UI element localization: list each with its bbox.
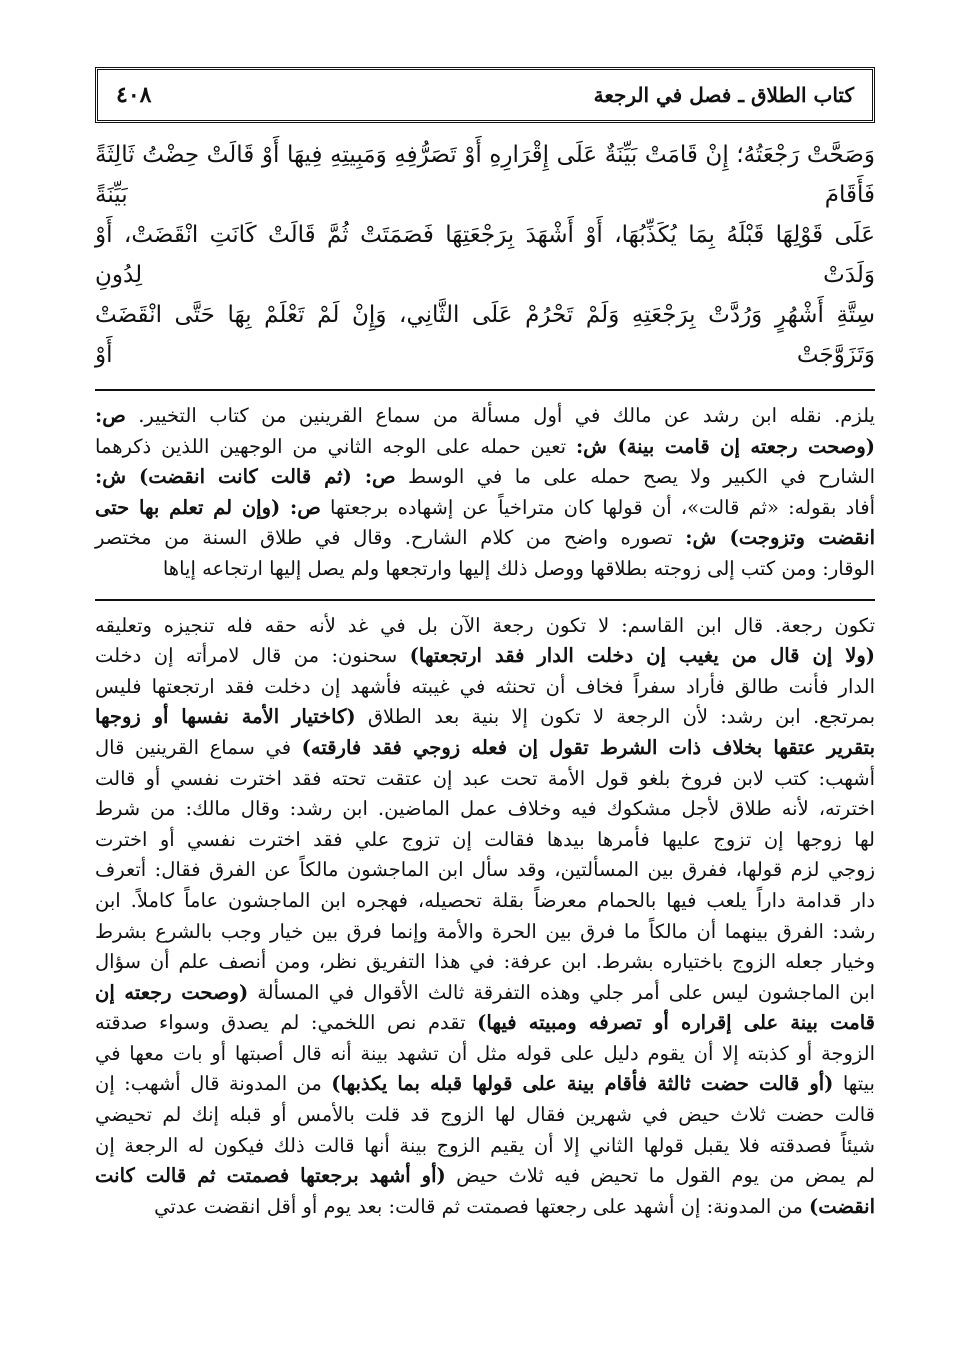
text-line — [95, 733, 875, 764]
text-line — [95, 917, 875, 948]
bold-quote: بتقرير عتقها بخلاف ذات الشرط تقول إن فعله زوجي فقد فارقته) — [301, 735, 875, 759]
text-line — [95, 1161, 875, 1192]
text-line — [95, 401, 875, 432]
text-line — [95, 432, 875, 463]
text-line — [95, 1069, 875, 1100]
text-line — [95, 1100, 875, 1131]
main-text-line: وَصَحَّتْ رَجْعَتُهُ؛ إِنْ قَامَتْ بَيِّنَةٌ عَلَى إِقْرَارِهِ أَوْ تَصَرُّفِهِ وَمَبِيتِهِ فِيهَا أَوْ قَالَتْ حِضْتُ ثَالِثَةً فَأَقَامَ بَيِّنَةً — [95, 142, 875, 208]
text-run: الزوجة أو كذبته إلا أن يقوم دليل على قوله مثل أن تشهد بينة أنه قال أصبتها أو بات معها في — [95, 1041, 875, 1065]
text-run: تعين حمله على الوجه الثاني من الوجهين اللذين ذكرهما — [95, 434, 576, 458]
commentary-lower — [95, 611, 875, 1223]
text-line — [95, 462, 875, 493]
text-line — [95, 554, 875, 585]
text-line — [95, 947, 875, 978]
bold-quote: (أو قالت حضت ثالثة فأقام بينة على قولها قبله بما يكذبها) — [331, 1072, 834, 1096]
text-line — [95, 978, 875, 1009]
text-run: بمرتجع. ابن رشد: لأن الرجعة لا تكون إلا بنية بعد الطلاق — [355, 705, 875, 729]
text-line — [95, 611, 875, 642]
bold-quote: (وصحت رجعته إن — [95, 980, 249, 1004]
text-line — [95, 493, 875, 524]
text-line — [95, 641, 875, 672]
text-run: تكون رجعة. قال ابن القاسم: لا تكون رجعة الآن بل في غد لأنه حقه فله تنجيزه وتعليقه — [95, 613, 875, 637]
commentary-upper — [95, 401, 875, 585]
page-header — [95, 67, 875, 123]
text-line — [95, 886, 875, 917]
text-run: زوجي لزم قولها، ففرق بين المسألتين، وقد سأل ابن الماجشون مالكاً عن الفرق فقال: أتعرف — [95, 858, 875, 882]
text-run: بيتها — [833, 1072, 875, 1096]
main-text — [95, 135, 875, 375]
text-run: ابن الماجشون ليس على أمر جلي وهذه التفرقة ثالث الأقوال في المسألة — [248, 980, 875, 1004]
bold-quote: (كاختيار الأمة نفسها أو زوجها — [95, 705, 356, 729]
text-run: في سماع القرينين قال — [95, 735, 302, 759]
bold-quote: (ولا إن قال من يغيب إن دخلت الدار فقد ارتجعتها) — [409, 644, 875, 668]
section-divider — [95, 599, 875, 601]
bold-quote: انقضت) — [809, 1194, 875, 1218]
text-line — [95, 1008, 875, 1039]
bold-quote: انقضت وتزوجت) ش: — [685, 526, 875, 550]
text-line — [95, 523, 875, 554]
text-run: الدار فأنت طالق فأراد سفراً فخاف أن تحنثه في غيبته فأشهد إن دخلت فقد ارتجعتها فليس — [95, 674, 875, 698]
running-title: كتاب الطلاق ـ فصل في الرجعة — [593, 83, 854, 107]
text-run: دار قدامة داراً يلعب فيها بالحمام معرضاً بقلة تحصيله، فهجره ابن الماجشون عاماً كاملاً. ابن — [95, 888, 875, 912]
text-run: وخيار جعله الزوج باختياره بشرط. ابن عرفة: في هذا التفريق نظر، ومن أنصف علم أن سؤال — [95, 950, 875, 974]
bold-quote: ص: (وإن لم تعلم بها حتى — [95, 495, 321, 519]
text-run: من المدونة: إن أشهد على رجعتها فصمتت ثم قالت: بعد يوم أو أقل انقضت عدتي — [154, 1194, 809, 1218]
section-divider — [95, 389, 875, 391]
book-page — [95, 67, 875, 1222]
text-run: يلزم. نقله ابن رشد عن مالك في أول مسألة من سماع القرينين من كتاب التخيير. — [125, 404, 875, 427]
main-text-line: سِتَّةِ أَشْهُرٍ وَرُدَّتْ بِرَجْعَتِهِ وَلَمْ تَحْرُمْ عَلَى الثَّانِي، وَإِنْ لَمْ تَعْلَمْ بِهَا حَتَّى انْقَضَتْ وَتَزَوَّجَتْ أَوْ — [95, 302, 875, 368]
text-run: أفاد بقوله: «ثم قالت»، أن قولها كان متراخياً عن إشهاده برجعتها — [320, 495, 875, 519]
text-run: تقدم نص اللخمي: لم يصدق وسواء صدقته — [95, 1011, 478, 1035]
text-line — [95, 672, 875, 703]
text-line — [95, 764, 875, 795]
page-number: ٤٠٨ — [116, 82, 152, 108]
text-run: اخترته، لأنه طلاق لأجل مشكوك فيه وخلاف عمل الماضين. ابن رشد: وقال مالك: من شرط — [95, 797, 875, 821]
main-text-line: عَلَى قَوْلِهَا قَبْلَهُ بِمَا يُكَذِّبُهَا، أَوْ أَشْهَدَ بِرَجْعَتِهَا فَصَمَتَتْ ثُمَّ قَالَتْ كَانَتِ انْقَضَتْ، أَوْ وَلَدَتْ لِدُونِ — [95, 222, 875, 288]
text-run: تصوره واضح من كلام الشارح. وقال في طلاق السنة من مختصر — [95, 526, 686, 550]
bold-quote: (وصحت رجعته إن قامت بينة) ش: — [575, 434, 875, 458]
text-line — [95, 1039, 875, 1070]
bold-quote: ص: — [95, 404, 126, 427]
text-line — [95, 825, 875, 856]
text-run: الشارح في الكبير ولا يصح حمله على ما في الوسط — [395, 465, 876, 489]
text-line — [95, 702, 875, 733]
text-run: لها زوجها إن تزوج عليها فأمرها بيدها فقالت إن تزوج علي فقد اخترت نفسي أو اخترت — [95, 827, 875, 851]
text-run: قالت حضت ثلاث حيض في شهرين فقال لها الزوج قد قلت بالأمس أو قبله إنك لم تحيضي — [95, 1103, 875, 1127]
bold-quote: قامت بينة على إقراره أو تصرفه ومبيته فيها) — [477, 1011, 875, 1035]
bold-quote: ص: (ثم قالت كانت انقضت) ش: — [95, 465, 396, 489]
text-run: من المدونة قال أشهب: إن — [95, 1072, 332, 1096]
bold-quote: (أو أشهد برجعتها فصمتت ثم قالت كانت — [95, 1164, 446, 1188]
text-run: أشهب: كتب لابن فروخ بلغو قول الأمة تحت عبد إن عتقت تحته فقد اخترت نفسي أو قالت — [95, 766, 875, 790]
text-run: سحنون: من قال لامرأته إن دخلت — [95, 644, 410, 668]
text-line — [95, 1131, 875, 1162]
text-run: رشد: الفرق بينهما أن مالكاً ما فرق بين الحرة والأمة وإنما فرق بين خيار وجب بالشرع بشرط — [95, 919, 875, 943]
text-run: الوقار: ومن كتب إلى زوجته بطلاقها ووصل ذلك إليها وارتجعها ولم يصل إليها ارتجاعه إياها — [162, 556, 875, 580]
text-line — [95, 794, 875, 825]
text-line — [95, 1192, 875, 1223]
text-run: شيئاً فصدقته فلا يقبل قولها الثاني إلا أن يقيم الزوج بينة أنها قالت ذلك فيكون له الرجعة إن — [95, 1133, 875, 1157]
text-line — [95, 855, 875, 886]
text-run: لم يمض من يوم القول ما تحيض فيه ثلاث حيض — [445, 1164, 875, 1188]
